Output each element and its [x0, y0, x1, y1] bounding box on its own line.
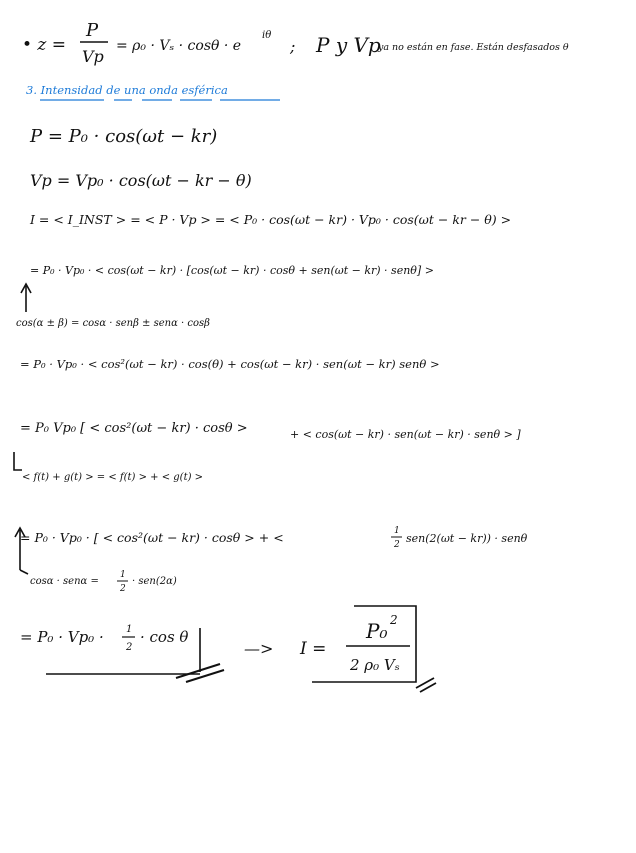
implication-arrow: —>	[244, 639, 274, 658]
check-mark-1b	[186, 670, 224, 682]
line-11-half-den: 2	[120, 584, 126, 594]
line-1-expr: = ρ₀ · Vₛ · cosθ · e	[116, 38, 242, 54]
result-denominator: 2 ρ₀ Vₛ	[350, 656, 400, 674]
check-mark-1a	[176, 664, 220, 678]
line-12-half-num: 1	[126, 624, 133, 635]
line-12-half-den: 2	[126, 642, 133, 653]
line-5-expansion: = P₀ · Vp₀ · < cos(ωt − kr) · [cos(ωt − kr) · cosθ + sen(ωt − kr) · senθ] >	[30, 264, 434, 277]
line-1-semicolon: ;	[290, 37, 296, 56]
line-10-b: sen(2(ωt − kr)) · senθ	[406, 532, 528, 545]
line-9-linearity: < f(t) + g(t) > = < f(t) > + < g(t) >	[22, 472, 204, 483]
result-numerator: P₀	[366, 619, 388, 643]
line-11-a: cosα · senα =	[30, 576, 99, 587]
arrow-up-2-foot	[20, 570, 28, 574]
line-7: = P₀ · Vp₀ · < cos²(ωt − kr) · cos(θ) + cos(ωt − kr) · sen(ωt − kr) senθ >	[20, 357, 440, 371]
line-11-half-num: 1	[120, 570, 126, 580]
line-1-frac-num: P	[86, 20, 99, 41]
result-lhs: I =	[300, 639, 327, 659]
line-1-frac-den: Vp	[82, 47, 104, 66]
line-12-b: · cos θ	[140, 628, 189, 646]
line-10-half-den: 2	[394, 540, 400, 550]
line-1-lhs: • z =	[22, 35, 67, 55]
line-8-a: = P₀ Vp₀ [ < cos²(ωt − kr) · cosθ >	[20, 421, 248, 436]
line-6-identity: cos(α ± β) = cosα · senβ ± senα · cosβ	[16, 318, 210, 329]
line-1-note: ya no están en fase. Están desfasados θ	[378, 42, 569, 53]
line-2-pressure: P = P₀ · cos(ωt − kr)	[30, 126, 218, 147]
line-10-a: = P₀ · Vp₀ · [ < cos²(ωt − kr) · cosθ > + <	[20, 530, 284, 545]
line-11-b: · sen(2α)	[132, 576, 177, 587]
line-1-pv: P y Vp	[316, 33, 381, 57]
line-4-intensity: I = < I_INST > = < P · Vp > = < P₀ · cos(ωt − kr) · Vp₀ · cos(ωt − kr − θ) >	[30, 212, 512, 227]
line-8-b: + < cos(ωt − kr) · sen(ωt − kr) · senθ > ]	[290, 428, 521, 441]
bracket-9	[14, 452, 22, 470]
section-heading: 3. Intensidad de una onda esférica	[26, 83, 228, 97]
line-10-half-num: 1	[394, 526, 400, 536]
line-12-a: = P₀ · Vp₀ ·	[20, 628, 104, 646]
line-1-exponent: iθ	[262, 30, 272, 41]
result-numerator-exp: 2	[390, 613, 398, 627]
line-3-velocity: Vp = Vp₀ · cos(ωt − kr − θ)	[30, 171, 252, 190]
